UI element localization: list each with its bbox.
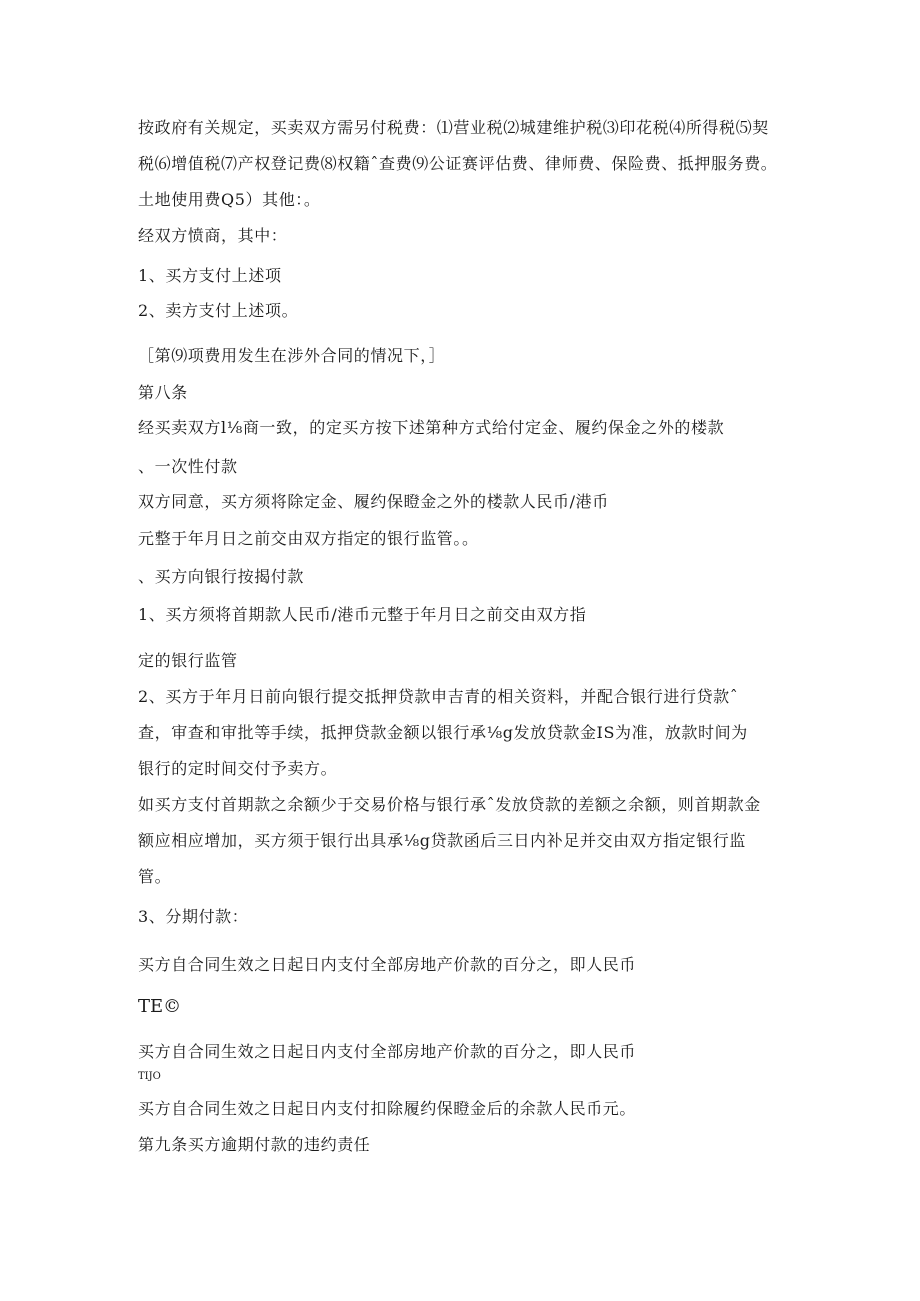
tax-clause-line-2: 税⑹增值税⑺产权登记费⑻权籍ˆ查费⑼公证赛评估费、律师费、保险费、抵押服务费。 [138, 154, 778, 173]
lump-sum-text-1: 双方同意，买方须将除定金、履约保瞪金之外的楼款人民币/港币 [138, 492, 609, 511]
mortgage-item-2-cont-1: 查，审查和审批等手续，抵押贷款金额以银行承⅛g发放贷款金IS为准，放款时间为 [138, 723, 748, 742]
installment-mark-1: TE© [138, 996, 182, 1017]
mortgage-heading: 、买方向银行按揭付款 [138, 567, 305, 586]
shortfall-text-2: 额应相应增加，买方须于银行出具承⅛g贷款函后三日内补足并交由双方指定银行监 [138, 831, 746, 850]
article-9-heading: 第九条买方逾期付款的违约责任 [138, 1135, 371, 1154]
installment-line-1: 买方自合同生效之日起日内支付全部房地产价款的百分之，即人民币 [138, 955, 637, 974]
installment-line-2: 买方自合同生效之日起日内支付全部房地产价款的百分之，即人民币 [138, 1042, 637, 1061]
article-8-text: 经买卖双方l⅛商一致，的定买方按下述第种方式给付定金、履约保金之外的楼款 [138, 418, 725, 437]
buyer-pays-line: 1、买方支付上述项 [138, 266, 282, 285]
mortgage-item-2: 2、买方于年月日前向银行提交抵押贷款申吉青的相关资料，并配合银行进行贷款ˆ [138, 687, 739, 706]
lump-sum-heading: 、一次性付款 [138, 457, 238, 476]
tax-clause-line-3: 土地使用费Q5）其他：。 [138, 190, 321, 209]
installment-heading: 3、分期付款： [138, 907, 249, 926]
article-8-heading: 第八条 [138, 383, 188, 402]
mortgage-item-1: 1、买方须将首期款人民币/港币元整于年月日之前交由双方指 [138, 605, 587, 624]
lump-sum-text-2: 元整于年月日之前交由双方指定的银行监管。。 [138, 529, 479, 548]
installment-line-3: 买方自合同生效之日起日内支付扣除履约保瞪金后的余款人民币元。 [138, 1099, 637, 1118]
foreign-contract-note: ［第⑼项费用发生在涉外合同的情况下，］ [138, 346, 446, 365]
negotiation-line: 经双方愤商，其中： [138, 226, 288, 245]
tax-clause-line-1: 按政府有关规定，买卖双方需另付税费：⑴营业税⑵城建维护税⑶印花税⑷所得税⑸契 [138, 118, 769, 137]
shortfall-text-1: 如买方支付首期款之余额少于交易价格与银行承ˆ发放贷款的差额之余额，则首期款金 [138, 795, 761, 814]
mortgage-item-1-cont: 定的银行监管 [138, 651, 238, 670]
installment-mark-2: TIJO [138, 1071, 161, 1082]
seller-pays-line: 2、卖方支付上述项。 [138, 301, 299, 320]
mortgage-item-2-cont-2: 银行的定时间交付予卖方。 [138, 759, 338, 778]
shortfall-text-3: 管。 [138, 867, 172, 886]
